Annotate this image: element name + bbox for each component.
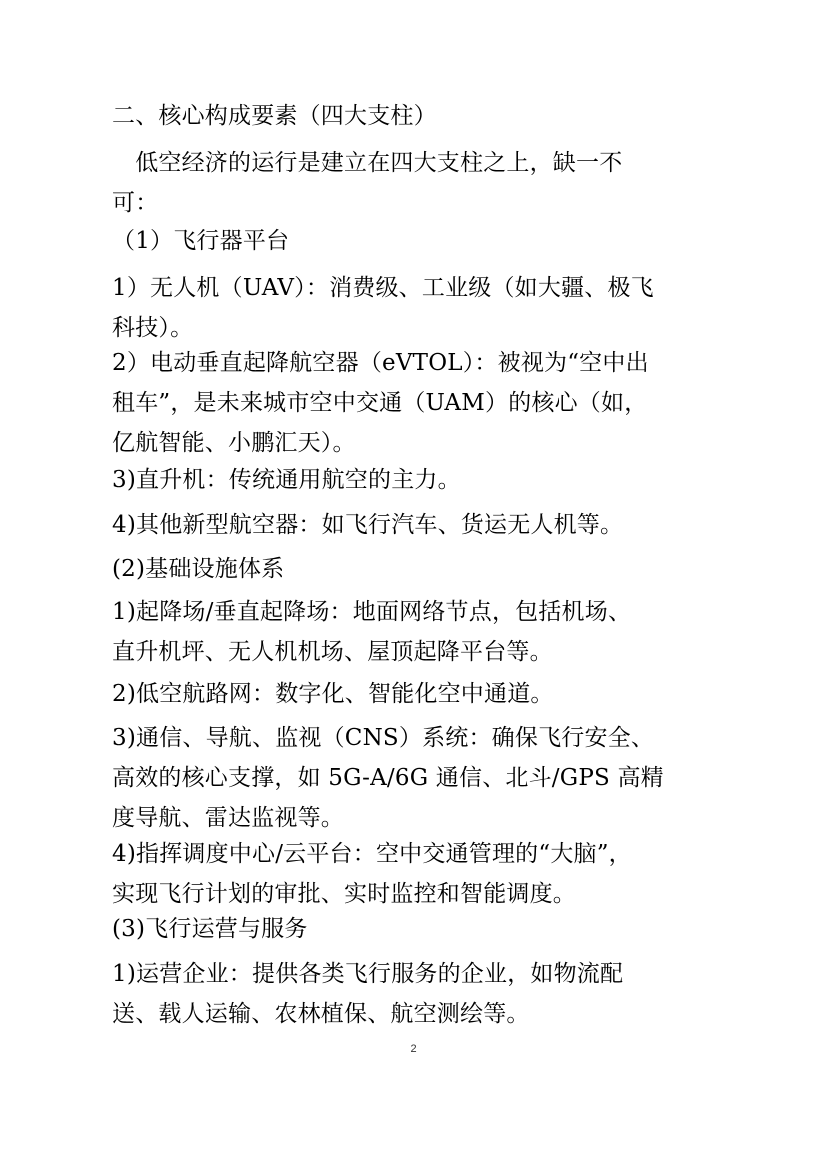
- paragraph-line: 亿航智能、小鹏汇天）。: [112, 430, 356, 456]
- list-item: [112, 674, 712, 714]
- subsection-title: (3)飞行运营与服务: [112, 916, 308, 942]
- paragraph-line: 直升机坪、无人机机场、屋顶起降平台等。: [112, 639, 553, 665]
- list-item: [112, 460, 712, 500]
- paragraph-line: 度导航、雷达监视等。: [112, 805, 344, 831]
- intro-paragraph: [112, 143, 712, 223]
- paragraph-line: 2)低空航路网：数字化、智能化空中通道。: [112, 681, 554, 707]
- page-number: 2: [410, 1043, 417, 1055]
- paragraph-line: 租车”，是未来城市空中交通（UAM）的核心（如，: [112, 390, 648, 416]
- subsection-title: (2)基础设施体系: [112, 556, 285, 582]
- paragraph-line: 1)运营企业：提供各类飞行服务的企业，如物流配: [112, 961, 624, 987]
- list-item: [112, 834, 712, 914]
- paragraph-line: 2）电动垂直起降航空器（eVTOL）：被视为“空中出: [112, 350, 649, 376]
- subsection-title-infrastructure: [112, 549, 712, 589]
- list-item: [112, 505, 712, 545]
- paragraph-line: 1)起降场/垂直起降场：地面网络节点，包括机场、: [112, 599, 632, 625]
- list-item: [112, 343, 712, 463]
- paragraph-line: 3)直升机：传统通用航空的主力。: [112, 467, 461, 493]
- paragraph-line: 科技）。: [112, 315, 194, 341]
- paragraph-line: 4)指挥调度中心/云平台：空中交通管理的“大脑”，: [112, 841, 632, 867]
- subsection-title-aircraft: [112, 221, 712, 261]
- paragraph-line: 1）无人机（UAV）：消费级、工业级（如大疆、极飞: [112, 275, 654, 301]
- paragraph-line: 实现飞行计划的审批、实时监控和智能调度。: [112, 881, 576, 907]
- paragraph-line: 3)通信、导航、监视（CNS）系统：确保飞行安全、: [112, 725, 655, 751]
- paragraph-line: 低空经济的运行是建立在四大支柱之上，缺一不: [112, 150, 623, 176]
- paragraph-line: 送、载人运输、农林植保、航空测绘等。: [112, 1001, 530, 1027]
- section-heading: [112, 96, 712, 136]
- heading-line: 二、核心构成要素（四大支柱）: [112, 103, 437, 129]
- paragraph-line: 4)其他新型航空器：如飞行汽车、货运无人机等。: [112, 512, 624, 538]
- paragraph-line: 高效的核心支撑，如 5G-A/6G 通信、北斗/GPS 高精: [112, 765, 664, 791]
- list-item: [112, 954, 712, 1034]
- list-item: [112, 268, 712, 348]
- list-item: [112, 592, 712, 672]
- paragraph-line: 可：: [112, 190, 159, 216]
- subsection-title-operations: [112, 909, 712, 949]
- subsection-title: （1）飞行器平台: [112, 228, 290, 254]
- list-item: [112, 718, 712, 838]
